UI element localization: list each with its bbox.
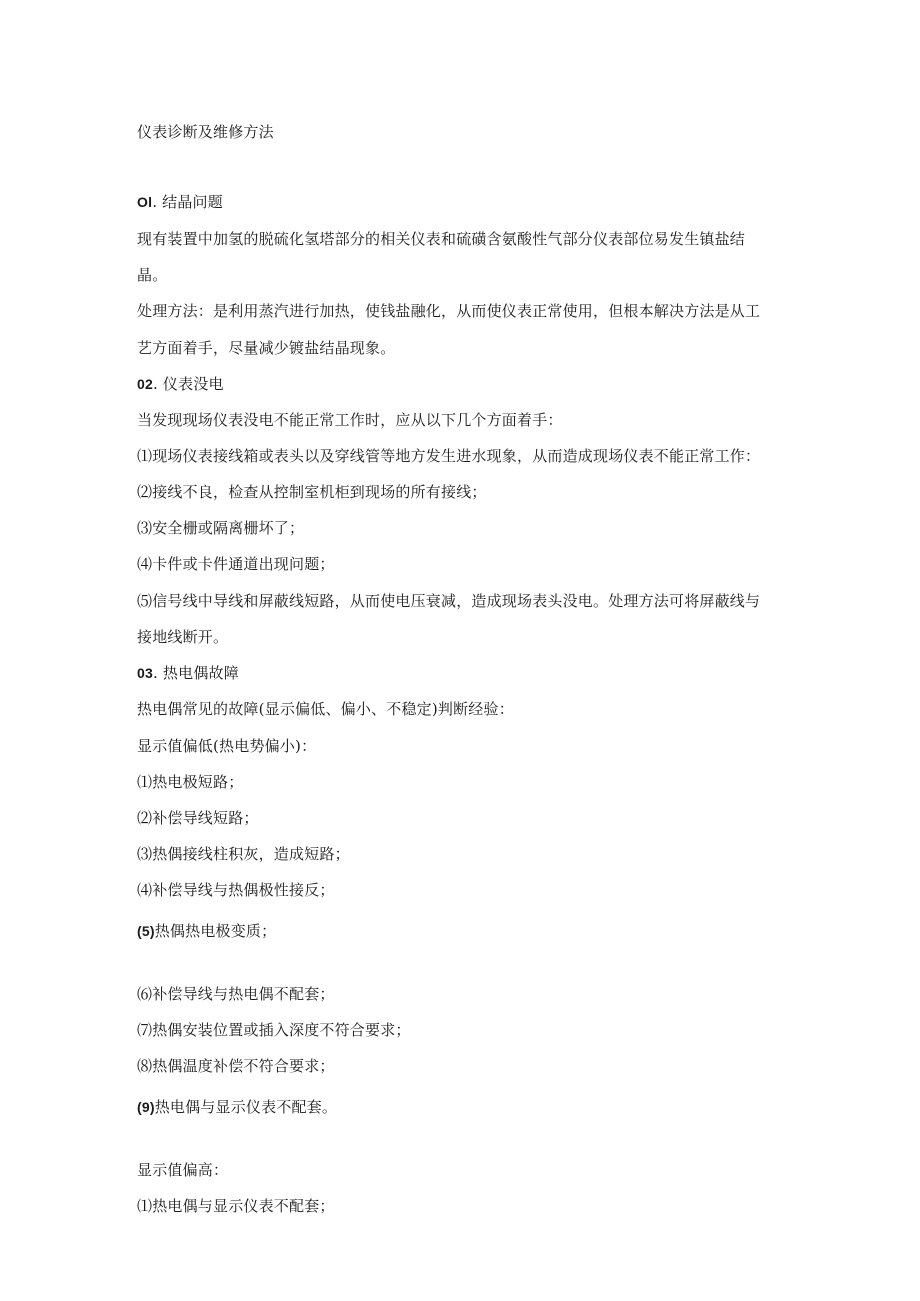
list-item: ⑷卡件或卡件通道出现问题；: [137, 555, 335, 573]
paragraph-line: 现有装置中加氢的脱硫化氢塔部分的相关仪表和硫磺含氨酸性气部分仪表部位易发生镇盐结: [137, 230, 746, 248]
section-heading-text: . 热电偶故障: [152, 664, 239, 682]
list-item: ⑵补偿导线短路；: [137, 809, 259, 827]
paragraph-line: 艺方面着手，尽量减少镀盐结晶现象。: [137, 339, 396, 357]
list-item: ⑷补偿导线与热偶极性接反；: [137, 881, 335, 899]
sub-heading-low: 显示值偏低(热电势偏小)：: [137, 737, 317, 755]
sub-heading-high: 显示值偏高：: [137, 1161, 229, 1179]
list-item: [137, 1096, 337, 1117]
paragraph-line: 当发现现场仪表没电不能正常工作时，应从以下几个方面着手：: [137, 411, 563, 429]
list-item: ⑶热偶接线柱积灰，造成短路；: [137, 845, 350, 863]
list-text: 热偶热电极变质；: [154, 922, 277, 940]
list-item: ⑴热电偶与显示仪表不配套；: [137, 1197, 335, 1215]
section-heading-02: [137, 373, 224, 394]
paragraph-line: 接地线断开。: [137, 628, 229, 646]
document-title: 仪表诊断及维修方法: [137, 123, 274, 141]
section-heading-01: [137, 191, 223, 212]
section-heading-text: . 结晶问题: [152, 193, 223, 211]
list-item: [137, 920, 276, 941]
section-number: 02: [137, 376, 153, 392]
section-heading-text: . 仪表没电: [152, 375, 224, 393]
list-item: ⑸信号线中导线和屏蔽线短路，从而使电压衰减，造成现场表头没电。处理方法可将屏蔽线与: [137, 592, 761, 610]
paragraph-line: 处理方法：是利用蒸汽进行加热，使钱盐融化，从而使仪表正常使用，但根本解决方法是从工: [137, 302, 761, 320]
section-number: Ol: [137, 194, 153, 210]
paragraph-line: 晶。: [137, 266, 168, 284]
list-item: ⑴热电极短路；: [137, 773, 244, 791]
list-item: ⑻热偶温度补偿不符合要求；: [137, 1057, 335, 1075]
list-number: (9): [137, 1099, 155, 1115]
list-item: ⑹补偿导线与热电偶不配套；: [137, 985, 335, 1003]
list-item: ⑺热偶安装位置或插入深度不符合要求；: [137, 1021, 411, 1039]
list-item: ⑴现场仪表接线箱或表头以及穿线管等地方发生进水现象，从而造成现场仪表不能正常工作：: [137, 447, 761, 465]
paragraph-line: 热电偶常见的故障(显示偏低、偏小、不稳定)判断经验：: [137, 700, 514, 718]
list-item: ⑶安全栅或隔离栅坏了；: [137, 519, 305, 537]
section-number: 03: [137, 665, 153, 681]
list-item: ⑵接线不良，检查从控制室机柜到现场的所有接线；: [137, 483, 487, 501]
list-text: 热电偶与显示仪表不配套。: [154, 1098, 338, 1116]
list-number: (5): [137, 923, 155, 939]
section-heading-03: [137, 662, 239, 683]
